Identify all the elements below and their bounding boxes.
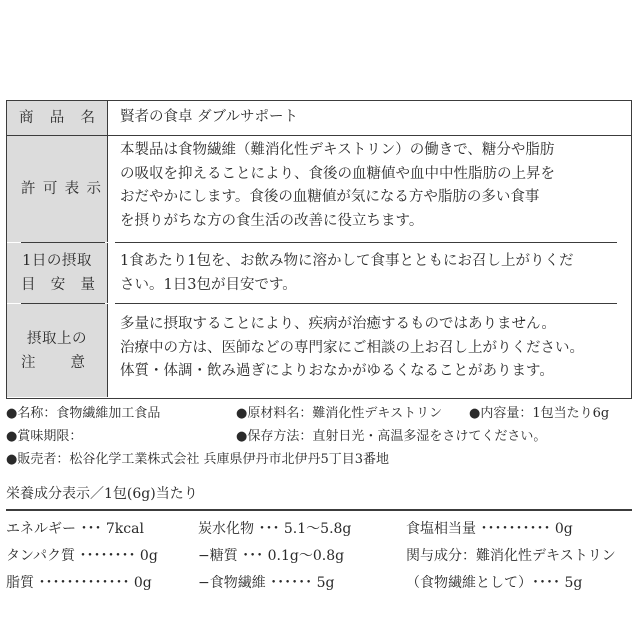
permit-header: 許 可 表 示 (7, 136, 107, 242)
caution-header: 摂取上の 注 意 (7, 304, 107, 397)
expiry-date: ●賞味期限： (6, 429, 83, 444)
nutrition-col-3 (406, 518, 616, 594)
protein: タンパク質 ････････ 0g (6, 548, 158, 564)
storage-method: ●保存方法：直射日光・高温多湿をさけてください。 (236, 429, 547, 444)
product-name-row (7, 101, 631, 135)
product-name-value: 賢者の食卓 ダブルサポート (107, 101, 631, 135)
product-label-table (6, 100, 632, 399)
nutrition-col-1 (6, 518, 158, 594)
nutrition-title: 栄養成分表示／1包(6g)当たり (6, 486, 198, 502)
permit-row (7, 136, 631, 242)
carbohydrate: 炭水化物 ･･･ 5.1〜5.8g (198, 521, 352, 537)
caution-row (7, 304, 631, 397)
sugar: −糖質 ･･･ 0.1g〜0.8g (198, 548, 345, 564)
dietary-fiber: −食物繊維 ･･････ 5g (198, 575, 335, 591)
functional-ingredient: 関与成分：難消化性デキストリン (406, 548, 616, 564)
ingredients: ●原材料名：難消化性デキストリン (236, 406, 443, 421)
product-category: ●名称：食物繊維加工食品 (6, 406, 161, 421)
salt-equivalent: 食塩相当量 ･･････････ 0g (406, 521, 573, 537)
fat: 脂質 ･････････････ 0g (6, 575, 152, 591)
daily-intake-row (7, 243, 631, 303)
permit-text: 本製品は食物繊維（難消化性デキストリン）の働きで、糖分や脂肪 の吸収を抑えることにより、食後の血糖値や血中中性脂肪の上昇を おだやかにします。食後の血糖値が気になる方や脂肪の多い食事 を摂りがちな方の食生活の改善に役立ちます。 (107, 136, 631, 242)
product-name-header: 商 品 名 (7, 101, 107, 135)
caution-text: 多量に摂取することにより、疾病が治癒するものではありません。 治療中の方は、医師などの専門家にご相談の上お召し上がりください。 体質・体調・飲み過ぎによりおなかがゆるくなることがあります。 (107, 304, 631, 397)
nutrition-divider (6, 509, 632, 511)
daily-intake-text: 1食あたり1包を、お飲み物に溶かして食事とともにお召し上がりくだ さい。1日3包が目安です。 (107, 243, 631, 303)
seller: ●販売者：松谷化学工業株式会社 兵庫県伊丹市北伊丹5丁目3番地 (6, 452, 390, 467)
energy: エネルギー ･･･ 7kcal (6, 521, 144, 537)
daily-intake-header: 1日の摂取 目 安 量 (7, 243, 107, 303)
fiber-amount: （食物繊維として）････ 5g (406, 575, 583, 591)
nutrition-col-2 (198, 518, 351, 594)
content-volume: ●内容量：1包当たり6g (469, 406, 610, 421)
